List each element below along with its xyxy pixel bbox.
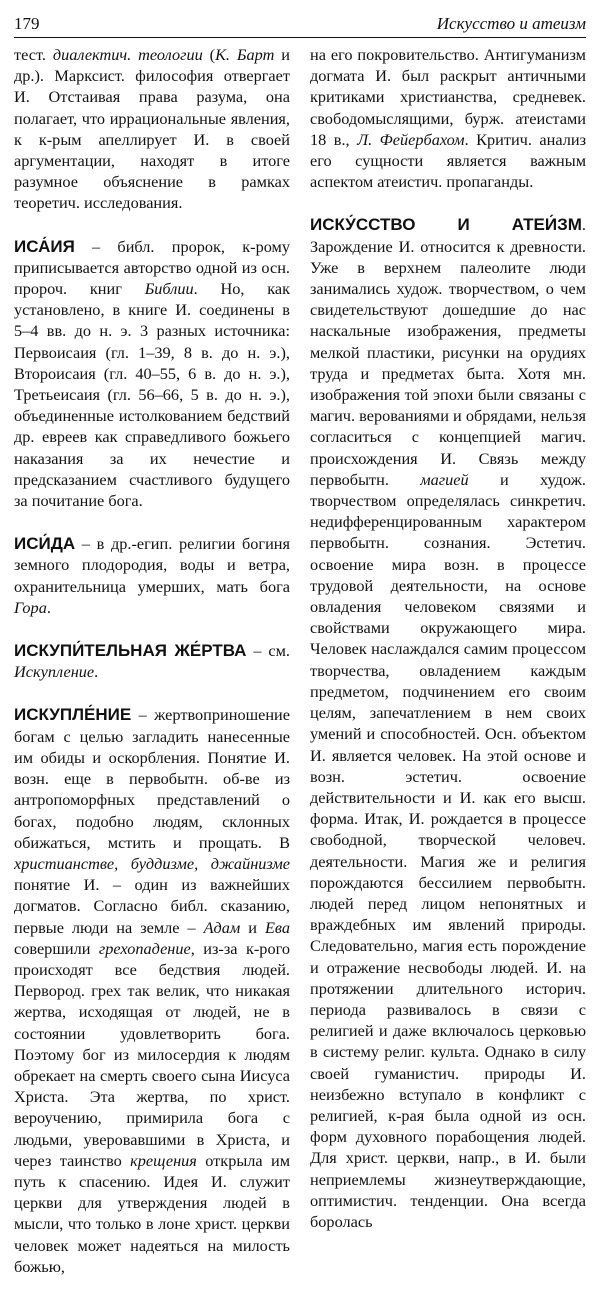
headword: ИСКУ́ССТВО И АТЕИ́ЗМ xyxy=(310,215,582,235)
page-header xyxy=(14,12,586,38)
left-column xyxy=(14,44,290,1299)
headword: ИСКУПИ́ТЕЛЬНАЯ ЖЕ́РТВА xyxy=(14,641,247,661)
header-rule xyxy=(14,37,586,38)
entry-continuation: тест. диалектич. теологии (К. Барт и др.). Марксист. философия отвергает И. Отстаивая права разума, она полагает, что иррациональные явления, к к-рым апеллирует И. в своей аргументации, находят в итоге разумное объяснение в рамках теоретич. исследования. xyxy=(14,45,290,213)
running-title: Искусство и атеизм xyxy=(436,14,586,33)
entry-continuation: на его покровительство. Антигуманизм догмата И. был раскрыт античными критиками христианства, средневек. свободомыслящими, бурж. атеистами 18 в., Л. Фейербахом. Критич. анализ его сущности является важным аспектом атеистич. пропаганды. xyxy=(310,45,587,192)
headword: ИСКУПЛЕ́НИЕ xyxy=(14,705,132,725)
entry-isaiah: ИСА́ИЯ – библ. пророк, к-рому приписывается авторство одной из осн. пророч. книг Библии. Но, как установлено, в книге И. соединены в 5–4 вв. до н. э. 3 разных источника: Первоисаия (гл. 1–39, 8 в. до н. э.), Второисаия (гл. 40–55, 6 в. до н. э.), Третьеисаия (гл. 56–66, 5 в. до н. э.), объединенные истолкованием бедствий др. евреев как справедливого божьего наказания за их нечестие и предсказанием счастливого будущего за почитание бога. xyxy=(14,236,290,511)
entry-atoning-sacrifice: ИСКУПИ́ТЕЛЬНАЯ ЖЕ́РТВА – см. Искупление. xyxy=(14,641,290,682)
headword: ИСИ́ДА xyxy=(14,534,76,554)
entry-atonement: ИСКУПЛЕ́НИЕ – жертвоприношение богам с целью загладить нанесенные им обиды и оскорбления. Понятие И. возн. еще в первобытн. об-ве из антропоморфных представлений о богах, подобно людям, склонных обижаться, мстить и прощать. В христианстве, буддизме, джайнизме понятие И. – один из важнейших догматов. Согласно библ. сказанию, первые люди на земле – Адам и Ева совершили грехопадение, из-за к-рого происходят все бедствия людей. Первород. грех так велик, что никакая жертва, исходящая от людей, не в состоянии удовлетворить бога. Поэтому бог из милосердия к людям обрекает на смерть своего сына Иисуса Христа. Эта жертва, по христ. вероучению, примирила бога с людьми, уверовавшими в Христа, и через таинство крещения открыла им путь к спасению. Идея И. служит церкви для утверждения людей в мысли, что только в лоне христ. церкви человек может надеяться на милость божью, xyxy=(14,705,291,1276)
right-column xyxy=(310,44,586,1254)
headword: ИСА́ИЯ xyxy=(14,236,75,256)
page-number: 179 xyxy=(14,14,40,33)
entry-isis: ИСИ́ДА – в др.-егип. религии богиня земного плодородия, воды и ветра, охранительница умерших, мать бога Гора. xyxy=(14,534,290,617)
entry-art-and-atheism: ИСКУ́ССТВО И АТЕИ́ЗМ. Зарождение И. относится к древности. Уже в верхнем палеолите люди занимались худож. творчеством, о чем свидетельствуют дошедшие до нас наскальные изображения, предметы мелкой пластики, рисунки на орудиях труда и предметах быта. Хотя мн. изображения той эпохи были связаны с магич. верованиями и обрядами, нельзя согласиться с концепцией магич. происхождения И. Связь между первобытн. магией и худож. творчеством определялась синкретич. недифференцированным характером первобытн. сознания. Эстетич. освоение мира возн. в процессе трудовой деятельности, на основе овладения человеком связями и свойствами окружающего мира. Человек наслаждался самим процессом творчества, овладением каждым предметом, подчинением его своим целям, запечатлением в нем своих умений и способностей. Осн. объектом И. является человек. На этой основе и возн. эстетич. освоение действительности и И. как его высш. форма. Итак, И. рождается в процессе свободной, творческой человеч. деятельности. Магия же и религия порождаются бессилием первобытн. людей перед лицом непонятных и враждебных им явлений природы. Следовательно, магия есть порождение и отражение несвободы людей. И. на протяжении длительного историч. периода развивалось в связи с религией и даже включалось церковью в систему религ. культа. Однако в силу своей гуманистич. природы И. неизбежно вступало в конфликт с религией, к-рая была одной из осн. форм духовного порабощения людей. Для христ. церкви, напр., в И. были неприемлемы жизнеутверждающие, оптимистич. тенденции. Она всегда боролась xyxy=(310,215,586,1231)
